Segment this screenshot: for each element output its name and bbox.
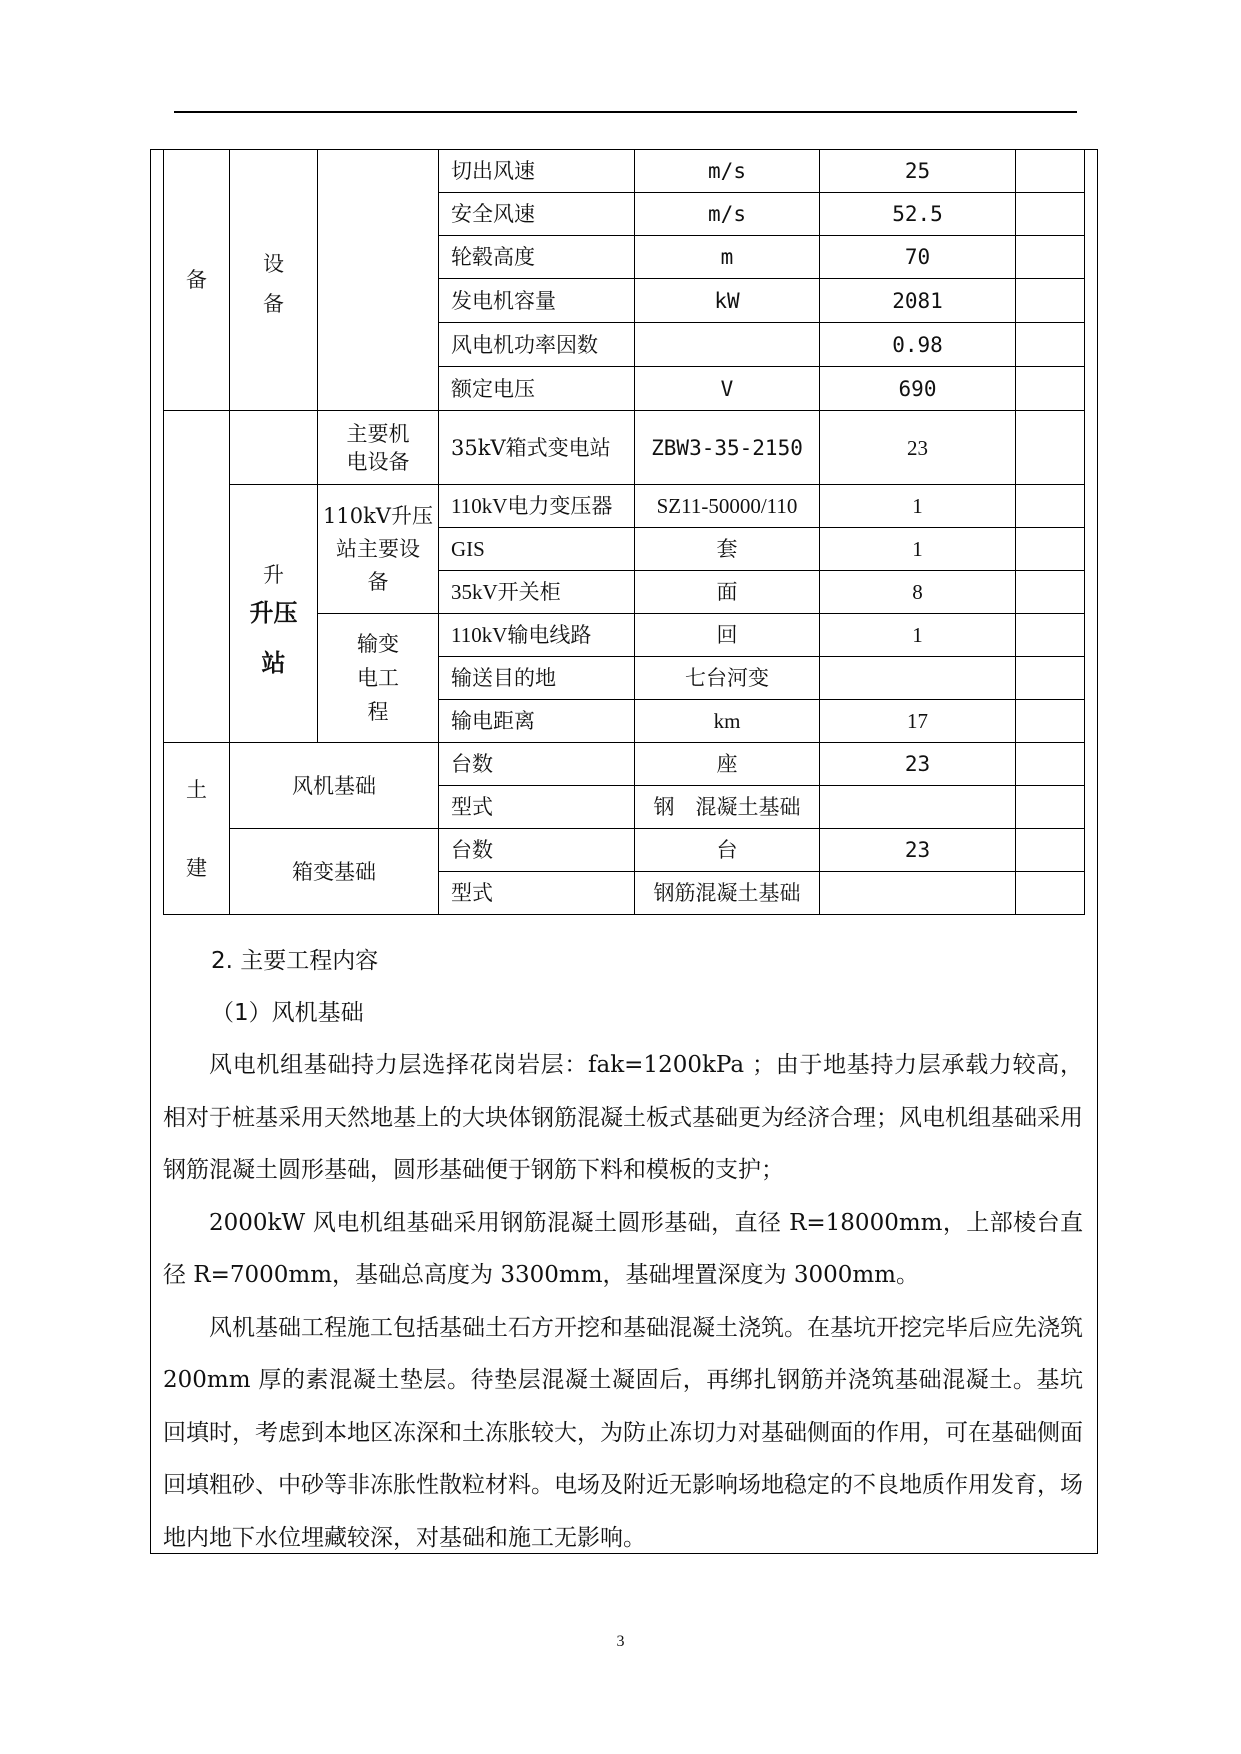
item-name: 型式 bbox=[439, 872, 635, 915]
item-unit: ZBW3-35-2150 bbox=[635, 411, 820, 485]
item-unit: 回 bbox=[635, 614, 820, 657]
table-row bbox=[164, 150, 1085, 193]
item-value: 70 bbox=[820, 236, 1016, 279]
paragraph: 风电机组基础持力层选择花岗岩层：fak=1200kPa ；由于地基持力层承载力较高，相对于桩基采用天然地基上的大块体钢筋混凝土板式基础更为经济合理；风电机组基础采用钢筋混凝土圆形基础，圆形基础便于钢筋下料和模板的支护； bbox=[163, 1052, 1083, 1183]
item-name: 台数 bbox=[439, 829, 635, 872]
item-unit: 钢 混凝土基础 bbox=[635, 786, 820, 829]
item-unit: 台 bbox=[635, 829, 820, 872]
item-unit: km bbox=[635, 700, 820, 743]
remark-cell bbox=[1016, 700, 1085, 743]
remark-cell bbox=[1016, 571, 1085, 614]
category-cell: 备 bbox=[164, 150, 230, 411]
item-value: 25 bbox=[820, 150, 1016, 193]
item-unit: m bbox=[635, 236, 820, 279]
remark-cell bbox=[1016, 236, 1085, 279]
equipment-spec-table bbox=[163, 149, 1085, 915]
remark-cell bbox=[1016, 150, 1085, 193]
foundation-label: 箱变基础 bbox=[230, 829, 439, 915]
page-number: 3 bbox=[616, 1633, 625, 1650]
subsection-heading: （1）风机基础 bbox=[211, 1000, 364, 1026]
item-name: 型式 bbox=[439, 786, 635, 829]
item-name: 输电距离 bbox=[439, 700, 635, 743]
item-value: 690 bbox=[820, 367, 1016, 411]
item-unit: m/s bbox=[635, 193, 820, 236]
item-name: 发电机容量 bbox=[439, 279, 635, 323]
remark-cell bbox=[1016, 872, 1085, 915]
item-value: 1 bbox=[820, 485, 1016, 528]
item-value: 23 bbox=[820, 829, 1016, 872]
remark-cell bbox=[1016, 193, 1085, 236]
paragraph: 风机基础工程施工包括基础土石方开挖和基础混凝土浇筑。在基坑开挖完毕后应先浇筑 200mm 厚的素混凝土垫层。待垫层混凝土凝固后，再绑扎钢筋并浇筑基础混凝土。基坑回填时，考虑到本地区冻深和土冻胀较大，为防止冻切力对基础侧面的作用，可在基础侧面回填粗砂、中砂等非冻胀性散粒材料。电场及附近无影响场地稳定的不良地质作用发育，场地内地下水位埋藏较深，对基础和施工无影响。 bbox=[163, 1314, 1083, 1551]
remark-cell bbox=[1016, 279, 1085, 323]
station-cell: 升 升压 站 bbox=[230, 485, 318, 743]
table-row bbox=[164, 743, 1085, 786]
item-name: 110kV输电线路 bbox=[439, 614, 635, 657]
item-name: 风电机功率因数 bbox=[439, 323, 635, 367]
item-value: 17 bbox=[820, 700, 1016, 743]
group-cell: 110kV升压 站主要设 备 bbox=[318, 485, 439, 614]
item-name: 安全风速 bbox=[439, 193, 635, 236]
item-name: 额定电压 bbox=[439, 367, 635, 411]
item-value: 1 bbox=[820, 614, 1016, 657]
section-heading: 2. 主要工程内容 bbox=[211, 948, 379, 974]
item-value bbox=[820, 786, 1016, 829]
category-cell: 土 建 bbox=[164, 743, 230, 915]
header-rule bbox=[174, 111, 1077, 113]
item-value: 2081 bbox=[820, 279, 1016, 323]
subcategory-cell-empty bbox=[230, 411, 318, 485]
remark-cell bbox=[1016, 829, 1085, 872]
remark-cell bbox=[1016, 367, 1085, 411]
item-name: 切出风速 bbox=[439, 150, 635, 193]
subcategory-cell: 设 备 bbox=[230, 150, 318, 411]
item-unit: 钢筋混凝土基础 bbox=[635, 872, 820, 915]
item-name: GIS bbox=[439, 528, 635, 571]
table-row bbox=[164, 485, 1085, 528]
remark-cell bbox=[1016, 657, 1085, 700]
remark-cell bbox=[1016, 528, 1085, 571]
group-cell bbox=[318, 150, 439, 411]
item-value bbox=[820, 872, 1016, 915]
item-name: 35kV开关柜 bbox=[439, 571, 635, 614]
remark-cell bbox=[1016, 786, 1085, 829]
item-value: 23 bbox=[820, 743, 1016, 786]
remark-cell bbox=[1016, 411, 1085, 485]
category-cell-empty bbox=[164, 411, 230, 743]
item-value: 0.98 bbox=[820, 323, 1016, 367]
item-value: 52.5 bbox=[820, 193, 1016, 236]
section-body bbox=[163, 935, 1083, 1564]
item-name: 输送目的地 bbox=[439, 657, 635, 700]
item-unit bbox=[635, 323, 820, 367]
item-name: 35kV箱式变电站 bbox=[439, 411, 635, 485]
remark-cell bbox=[1016, 485, 1085, 528]
remark-cell bbox=[1016, 614, 1085, 657]
foundation-label: 风机基础 bbox=[230, 743, 439, 829]
item-unit: SZ11-50000/110 bbox=[635, 485, 820, 528]
item-name: 轮毂高度 bbox=[439, 236, 635, 279]
item-unit: V bbox=[635, 367, 820, 411]
group-cell: 输变 电工 程 bbox=[318, 614, 439, 743]
item-unit: 面 bbox=[635, 571, 820, 614]
table-row bbox=[164, 829, 1085, 872]
item-value: 23 bbox=[820, 411, 1016, 485]
paragraph: 2000kW 风电机组基础采用钢筋混凝土圆形基础，直径 R=18000mm，上部棱台直径 R=7000mm，基础总高度为 3300mm，基础埋置深度为 3000mm。 bbox=[163, 1209, 1083, 1288]
item-value: 8 bbox=[820, 571, 1016, 614]
item-unit: 座 bbox=[635, 743, 820, 786]
remark-cell bbox=[1016, 323, 1085, 367]
item-unit: 套 bbox=[635, 528, 820, 571]
item-unit: m/s bbox=[635, 150, 820, 193]
item-name: 110kV电力变压器 bbox=[439, 485, 635, 528]
item-value bbox=[820, 657, 1016, 700]
item-value: 1 bbox=[820, 528, 1016, 571]
item-name: 台数 bbox=[439, 743, 635, 786]
table-row bbox=[164, 411, 1085, 485]
item-unit: kW bbox=[635, 279, 820, 323]
item-unit: 七台河变 bbox=[635, 657, 820, 700]
remark-cell bbox=[1016, 743, 1085, 786]
group-cell: 主要机 电设备 bbox=[318, 411, 439, 485]
